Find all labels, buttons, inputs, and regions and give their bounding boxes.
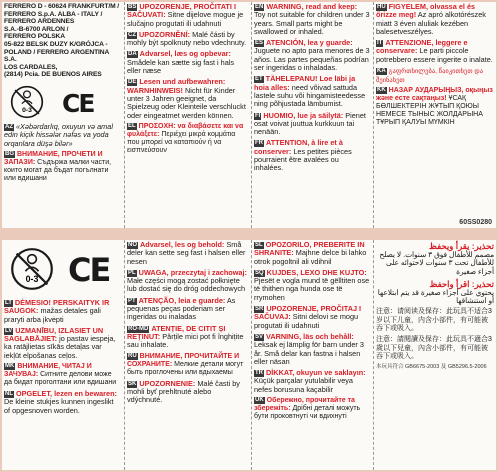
language-code: NO [128, 242, 137, 248]
warning-heading: ATENÇÃO, leia e guarde: [138, 295, 226, 305]
arabic-body: مصمم للأطفال فوق ٣ سنوات. لا يصلح للأطفال تحت ٣ سنوات لاحتوائه على أجزاء صغيرة [379, 250, 494, 276]
warning-block-fr [254, 139, 370, 172]
address-line: FERRERO S.p.A. ALBA - ITALY / [4, 10, 103, 18]
warning-heading: ATENCIÓN, lea y guarde: [266, 38, 353, 48]
warning-text: Juguete no apto para menores de 3 años. Las partes pequeñas podrían ser ingeridas o inhaladas. [254, 46, 370, 73]
top-col-2 [125, 2, 250, 228]
top-col-1 [2, 2, 122, 228]
warning-block-sl [254, 241, 370, 266]
warning-block-sr [254, 305, 370, 330]
warning-block-sv [254, 333, 370, 366]
warning-block-pl [127, 269, 248, 294]
language-code: IT [377, 40, 383, 47]
warning-block-fi [254, 112, 370, 137]
bottom-col1-blocks [4, 299, 120, 415]
warning-text: Съдържа малки части, които могат да бъдат погълнати или вдишани [4, 158, 112, 182]
top-leaflet-panel [2, 2, 496, 228]
warning-heading: UPOZORNENIE: [139, 378, 196, 388]
warning-heading: НАЗАР АУДАРЫҢЫЗ, оқыңыз және есте сақтаңыз! [376, 87, 493, 103]
warning-heading: UPOZORENJE, PROČITAJ I SAČUVAJ: [254, 304, 362, 322]
warning-text: mažas detales gali praryti arba įkvėpti [4, 306, 101, 324]
language-code: SK [128, 380, 137, 387]
language-code: PT [128, 297, 136, 304]
language-code: LV [5, 327, 13, 334]
warning-heading: ATTENZIONE, leggere e conservare: [376, 38, 468, 56]
warning-heading: ATTENTION, à lire et à conserver: [254, 138, 343, 156]
language-code: RO-MD [128, 325, 149, 332]
warning-block-uk [254, 397, 370, 421]
address-line: FERRERO D - 60624 FRANKFURT/M / [4, 3, 120, 10]
warning-heading: OPGELET, lezen en bewaren: [16, 389, 117, 399]
warning-block-lv [4, 327, 120, 360]
bottom-col-3 [252, 240, 372, 470]
warning-heading: OPOZORILO, PREBERITE IN SHRANITE: [254, 240, 365, 258]
language-code: BG [5, 150, 14, 157]
warning-block-nl [4, 390, 120, 415]
warning-heading: HUOMIO, lue ja säilytä: [263, 110, 344, 120]
warning-heading: Lesen und aufbewahren: WARNHINWEIS! [127, 77, 226, 95]
top-col1-blocks [4, 123, 120, 183]
warning-text: «Xəbərdarlıq, oxuyun və amal edin kiçik hissələr nəfəs va yoda orqanlara düşə bilər» [4, 121, 113, 148]
warning-text: Les petites pièces pourraient être avalées ou inhalées. [254, 146, 352, 173]
warning-text: Små deler kan sette seg fast i halsen eller nesen [127, 240, 246, 266]
warning-heading: DĖMESIO! PERSKAITYK IR SAUGOK: [4, 298, 110, 316]
warning-heading: ВНИМАНИЕ, ПРОЧЕТИ И ЗАПАЗИ: [4, 150, 103, 166]
language-code: SV [255, 333, 264, 340]
warning-text: De kleine stukjes kunnen ingeslikt of opgesnoven worden. [4, 397, 114, 415]
warning-block-et [254, 75, 370, 108]
warning-heading: VARNING, läs och behåll: [266, 331, 354, 341]
address-line: LOS CARDALES, [4, 63, 58, 71]
language-code: FI [255, 112, 261, 119]
warning-block-ru [127, 353, 248, 377]
warning-block-bs [127, 3, 248, 28]
bottom-col-1 [2, 240, 122, 470]
arabic-heading: تحذير: يقرأ ويحفظ [429, 241, 494, 251]
warning-text: Küçük parçalar yutulabilir veya nefes borusuna kaçabilir [254, 376, 353, 394]
warning-heading: UPOZORENJE, PROČITATI I SAČUVATI: [127, 2, 236, 20]
warning-block-lt [4, 299, 120, 324]
language-code: UK [255, 397, 264, 404]
address-line: (2814) Pcia. DE BUENOS AIRES [4, 71, 102, 79]
language-code: HU [377, 4, 386, 10]
ce-mark: CE [68, 251, 110, 289]
language-code: SL [255, 242, 263, 248]
warning-text: Sitne dijelove mogue je slučajno progutati ili udahnuti [127, 10, 244, 28]
warning-text: Părțile mici pot fi înghițite sau inhalate. [127, 331, 244, 350]
warning-text: Дрібні деталі можуть бути проковтнуті чи вдихнуті [254, 405, 361, 421]
chinese-traditional-warning: 注意：請閱讀及保存：此玩具不適合3歲以下兒童，內含小部件，有可能被吞下或吸入。 [376, 336, 492, 360]
warning-heading: UWAGA, przeczytaj i zachowaj: [138, 267, 247, 277]
manufacturer-address [4, 3, 120, 79]
ce-mark: CE [62, 88, 94, 118]
warning-block-kk [376, 87, 494, 127]
age-warning-icon [10, 85, 44, 119]
warning-block-cz [127, 31, 248, 48]
warning-text: Ситните делови може да бидат проголтани или вдишани [4, 371, 117, 387]
age-warning-icon [10, 247, 54, 291]
language-code: MK [5, 363, 15, 370]
warning-text: Pienet osat voivat juuttua kurkkuun tai nenään. [254, 110, 366, 137]
language-code: KK [377, 87, 386, 94]
warning-heading: Advarsel, les og behold: [140, 240, 225, 249]
warning-heading: ATENȚIE, DE CITIT ȘI REȚINUT: [127, 323, 226, 341]
warning-block-en [254, 3, 370, 36]
language-code: SQ [255, 269, 264, 276]
chinese-simplified-warning: 注意：请阅读及保存：此玩具不适合3岁以下儿童，内含小部件，有可能被吞下或吸入。 [376, 308, 492, 333]
warning-heading: FIGYELEM, olvassa el és őrizze meg! [376, 2, 476, 20]
language-code: DA [128, 51, 137, 58]
age-label: 0-3 [25, 274, 39, 285]
warning-heading: Обережно, прочитайте та збережіть: [254, 397, 355, 413]
warning-block-el [127, 123, 248, 155]
warning-text: ҰСАҚ БӨЛШЕКТЕРІН ЖҰТЫП ҚОЮЫ НЕМЕСЕ ТЫНЫС ЖОЛДАРЫНА ТҰРЫП ҚАЛУЫ МҮМКІН [376, 95, 483, 127]
warning-heading: KUJDES, LEXO DHE KUJTO: [266, 267, 367, 277]
warning-heading: ВНИМАНИЕ, ЧИТАЈ И ЗАЧУВАЈ: [4, 363, 92, 379]
warning-block-no [127, 241, 248, 266]
warning-heading: WARNING, read and keep: [266, 2, 358, 11]
warning-block-hu [376, 3, 494, 36]
bottom-col-2 [125, 240, 250, 470]
warning-block-mk [4, 363, 120, 387]
warning-text: Περιέχει μικρά κομμάτια που μπορεί να καταπιούν ή να εισπνεύσουν [127, 130, 236, 154]
warning-icons-bottom [4, 245, 120, 297]
warning-text: Pjesët e vogla mund të gëlltiten ose të thithen nga hunda ose të rrymohen [254, 276, 370, 302]
address-line: S.A.-B-6700 ARLON / [4, 25, 69, 33]
language-code: ET [255, 76, 263, 83]
warning-text: Małe części mogą zostać połknięte lub dostać się do dróg oddechowych [127, 276, 246, 294]
warning-text: Leksak ej lämplig för barn under 3 år. Små delar kan fastna i halsen eller näsan [254, 340, 364, 366]
language-code: EN [255, 4, 264, 10]
language-code: BS [128, 4, 137, 10]
language-code: SR [255, 306, 264, 313]
warning-heading: Advarsel, læs og opbevar: [139, 49, 231, 59]
arabic-body-2: يحتوي على أجزاء صغيرة قد يتم ابتلاعها أو استنشاقها [377, 287, 494, 306]
language-code: CZ [128, 31, 136, 38]
language-code: EL [128, 122, 136, 129]
address-line: 05-822 BELSK DUZY K/GRÓJCA - [4, 40, 108, 48]
language-code: AZ [5, 123, 13, 130]
standards-note: 本玩具符合 GB6675-2003 及 GB5296.5-2006 [376, 364, 487, 371]
bottom-leaflet-panel [2, 240, 496, 470]
language-code: LT [5, 300, 12, 306]
warning-block-ro-md [127, 325, 248, 350]
warning-text: Nicht für Kinder unter 3 Jahren geeignet, da Spielzeug oder Kleinteile verschluckt oder eingeatmet werden können. [127, 85, 246, 120]
top-col-4 [374, 2, 496, 228]
warning-block-da [127, 50, 248, 75]
warning-text: jo pastav iespeja, ka ratājlietas sīkās detaļas var iekļūt elpošanas ceļos. [4, 334, 116, 360]
warning-heading: UZMANĪBU, IZLASIET UN SAGLABĀJIET: [4, 325, 104, 344]
warning-block-az [4, 123, 120, 148]
warning-heading: DİKKAT, okuyun ve saklayın: [266, 368, 366, 378]
address-line: FERRERO POLSKA [4, 33, 66, 41]
address-line: FERRERO ARDENNES [4, 18, 75, 26]
top-col-3 [252, 2, 372, 228]
warning-text: Malé časti by mohli byť prehltnuté alebo vdýchnuté. [127, 378, 240, 405]
language-code: DE [128, 79, 137, 86]
warning-block-it [376, 39, 494, 64]
address-line: POLAND / FERRERO ARGENTINA S.A. [4, 48, 110, 64]
warning-block-sq [254, 269, 370, 302]
warning-text: Toy not suitable for children under 3 years. Small parts might be swallowed or inhaled. [254, 10, 370, 36]
warning-block-ka [376, 67, 494, 84]
warning-text: Smådele kan sætte sig fast i hals eller næse [127, 57, 235, 76]
language-code: TR [255, 370, 263, 377]
language-code: ES [255, 40, 264, 47]
warning-text: Le parti piccole potrebbero essere ingerite o inalate. [376, 46, 493, 64]
warning-block-es [254, 39, 370, 72]
warning-text: As pequenas peças poderiam ser ingeridas ou inaladas [127, 295, 236, 322]
language-code: NL [5, 391, 13, 398]
warning-heading: ВНИМАНИЕ, ПРОЧИТАЙТЕ И СОХРАНИТЕ: [127, 352, 240, 368]
warning-block-pt [127, 297, 248, 322]
warning-block-tr [254, 369, 370, 394]
age-label: 0-3 [22, 107, 32, 115]
warning-text: გაფრთხილება, წაიკითხეთ და შეინახეთ [376, 68, 483, 84]
warning-block-bg [4, 151, 120, 183]
warning-text: Sitni delovi se mogu progutati ili udahnuti [254, 312, 359, 330]
language-code: RU [128, 352, 137, 359]
warning-block-sk [127, 380, 248, 405]
warning-block-de [127, 78, 248, 119]
warning-text: Az apró alkotórészek miatt 3 éven aluliak kezében balesetveszélyes. [376, 10, 486, 36]
warning-heading: UPOZORNĚNÍ: [139, 29, 191, 39]
bottom-col-4 [374, 240, 496, 470]
page-code: 60SS0280 [459, 219, 492, 226]
language-code: FR [255, 140, 263, 147]
warning-icons [4, 85, 120, 121]
language-code: KA [377, 68, 386, 75]
arabic-heading-2: تحذير: اقرأ واحفظ [429, 278, 494, 289]
language-code: PL [128, 269, 136, 276]
warning-heading: TÄHELEPANU! Loe läbi ja hoia alles: [254, 74, 356, 92]
warning-heading: ΠΡΟΣΟΧΗ: να διαβάσετε και να φυλάξετε: [127, 122, 244, 138]
warning-text: Мелкие детали могут быть проглочены или вдыхаемы [127, 360, 244, 376]
warning-text: Malé části by mohly být spolknuty nebo vdechnuty. [127, 29, 247, 48]
warning-text: Majhne delce bi lahko otrok pogoltnil ali vdihnil [254, 248, 367, 266]
warning-text: need võivad sattuda lastele suhu või hingamisteedesse ning põhjustada lämbumist. [254, 82, 366, 109]
